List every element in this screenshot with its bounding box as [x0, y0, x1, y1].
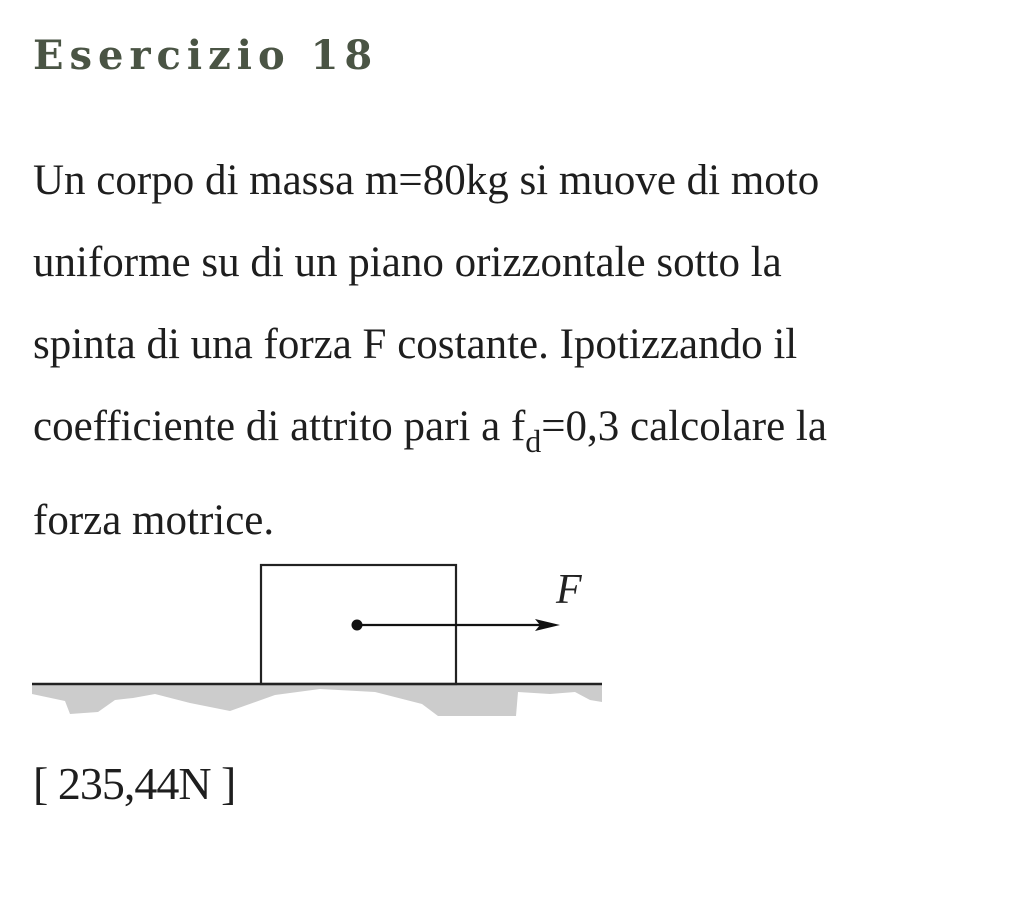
- answer: [ 235,44N ]: [33, 758, 236, 809]
- problem-line-2: uniforme su di un piano orizzontale sotto la: [33, 239, 782, 286]
- friction-subscript: d: [525, 423, 542, 459]
- exercise-title: Esercizio 18: [33, 32, 379, 79]
- problem-line-4: [33, 386, 1008, 468]
- problem-text: [33, 140, 1008, 562]
- problem-line-4-rest: =0,3 calcolare la: [541, 403, 827, 450]
- ground-hatching: [32, 685, 602, 716]
- problem-line-3: spinta di una forza F costante. Ipotizzando il: [33, 321, 798, 368]
- block-force-diagram: [30, 560, 608, 720]
- problem-line-5: forza motrice.: [33, 497, 275, 544]
- problem-line-4-text: coefficiente di attrito pari a f: [33, 403, 526, 450]
- force-label: F: [556, 567, 582, 613]
- problem-line-1: Un corpo di massa m=80kg si muove di moto: [33, 157, 820, 204]
